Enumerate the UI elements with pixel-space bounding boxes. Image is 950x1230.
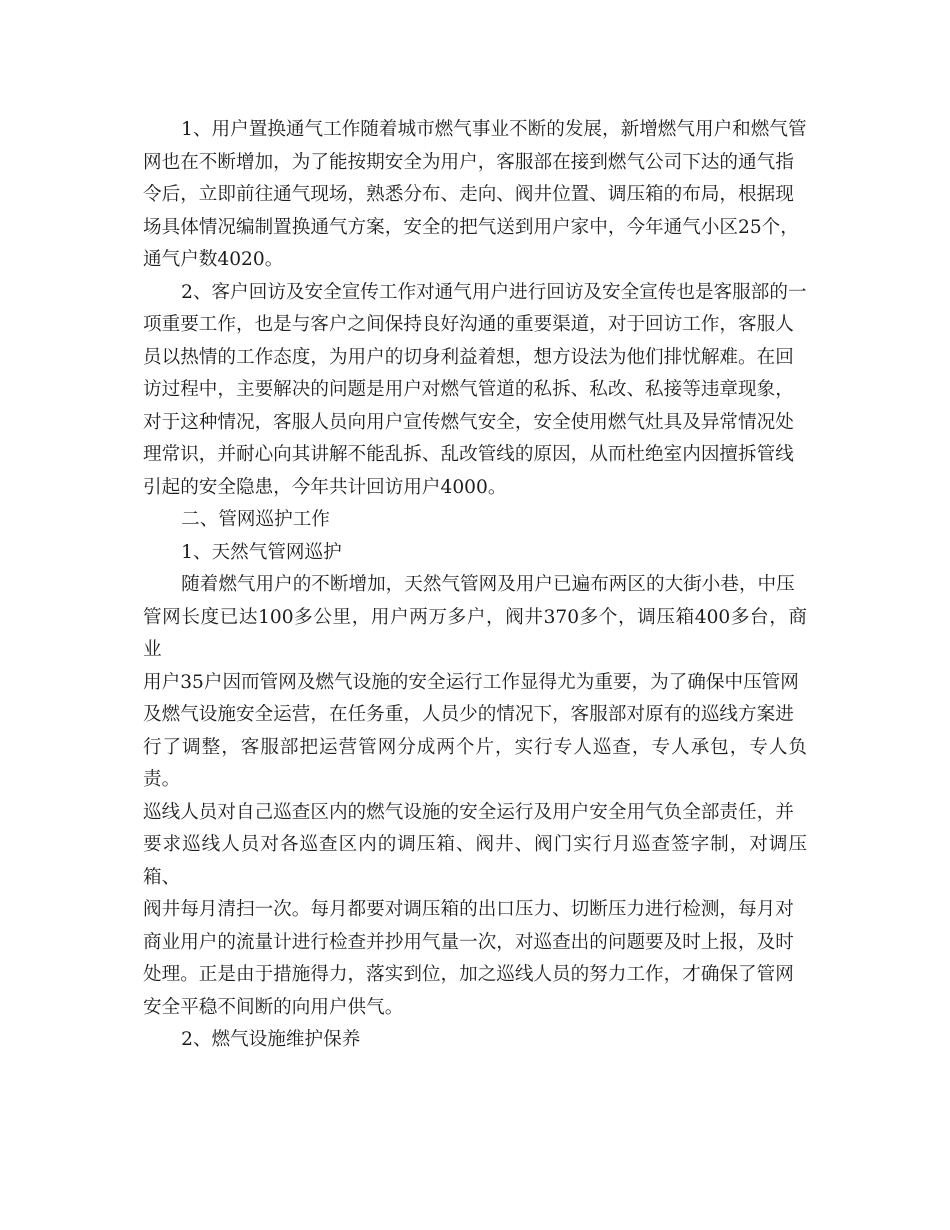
paragraph-customer-follow-up: 2、客户回访及安全宣传工作对通气用户进行回访及安全宣传也是客服部的一 项重要工作，也是与客户之间保持良好沟通的重要渠道，对于回访工作，客服人 员以热情的工作态度，为用户的切身利益着想，想方设法为他们排忧解难。在回 访过程中，主要解决的问题是用户对燃气管道的私拆、私改、私接等违章现象， 对于这种情况，客服人员向用户宣传燃气安全，安全使用燃气灶具及异常情况处 理常识，并耐心向其讲解不能乱拆、乱改管线的原因，从而杜绝室内因擅拆管线 引起的安全隐患，今年共计回访用户4000。 — [143, 281, 807, 498]
paragraph-pipeline-patrol-details: 随着燃气用户的不断增加，天然气管网及用户已遍布两区的大街小巷，中压 管网长度已达100多公里，用户两万多户，阀井370多个，调压箱400多台，商业 用户35户因而管网及燃气设施的安全运行工作显得尤为重要，为了确保中压管网 及燃气设施安全运营，在任务重，人员少的情况下，客服部对原有的巡线方案进 行了调整，客服部把运营管网分成两个片，实行专人巡查，专人承包，专人负责。 巡线人员对自己巡查区内的燃气设施的安全运行及用户安全用气负全部责任，并 要求巡线人员对各巡查区内的调压箱、阀井、阀门实行月巡查签字制，对调压箱、 阀井每月清扫一次。每月都要对调压箱的出口压力、切断压力进行检测，每月对 商业用户的流量计进行检查并抄用气量一次，对巡查出的问题要及时上报，及时 处理。正是由于措施得力，落实到位，加之巡线人员的努力工作，才确保了管网 安全平稳不间断的向用户供气。 — [143, 574, 807, 1018]
section-heading-pipeline-patrol: 二、管网巡护工作 — [181, 509, 330, 530]
document-body — [143, 114, 807, 1057]
subheading-gas-facility-maintenance: 2、燃气设施维护保养 — [181, 1029, 361, 1050]
subheading-natural-gas-pipeline-patrol: 1、天然气管网巡护 — [181, 541, 342, 563]
paragraph-user-gas-conversion: 1、用户置换通气工作随着城市燃气事业不断的发展，新增燃气用户和燃气管 网也在不断增加，为了能按期安全为用户，客服部在接到燃气公司下达的通气指 令后，立即前往通气现场，熟悉分布、走向、阀井位置、调压箱的布局，根据现 场具体情况编制置换通气方案，安全的把气送到用户家中，今年通气小区25个， 通气户数4020。 — [143, 119, 807, 270]
